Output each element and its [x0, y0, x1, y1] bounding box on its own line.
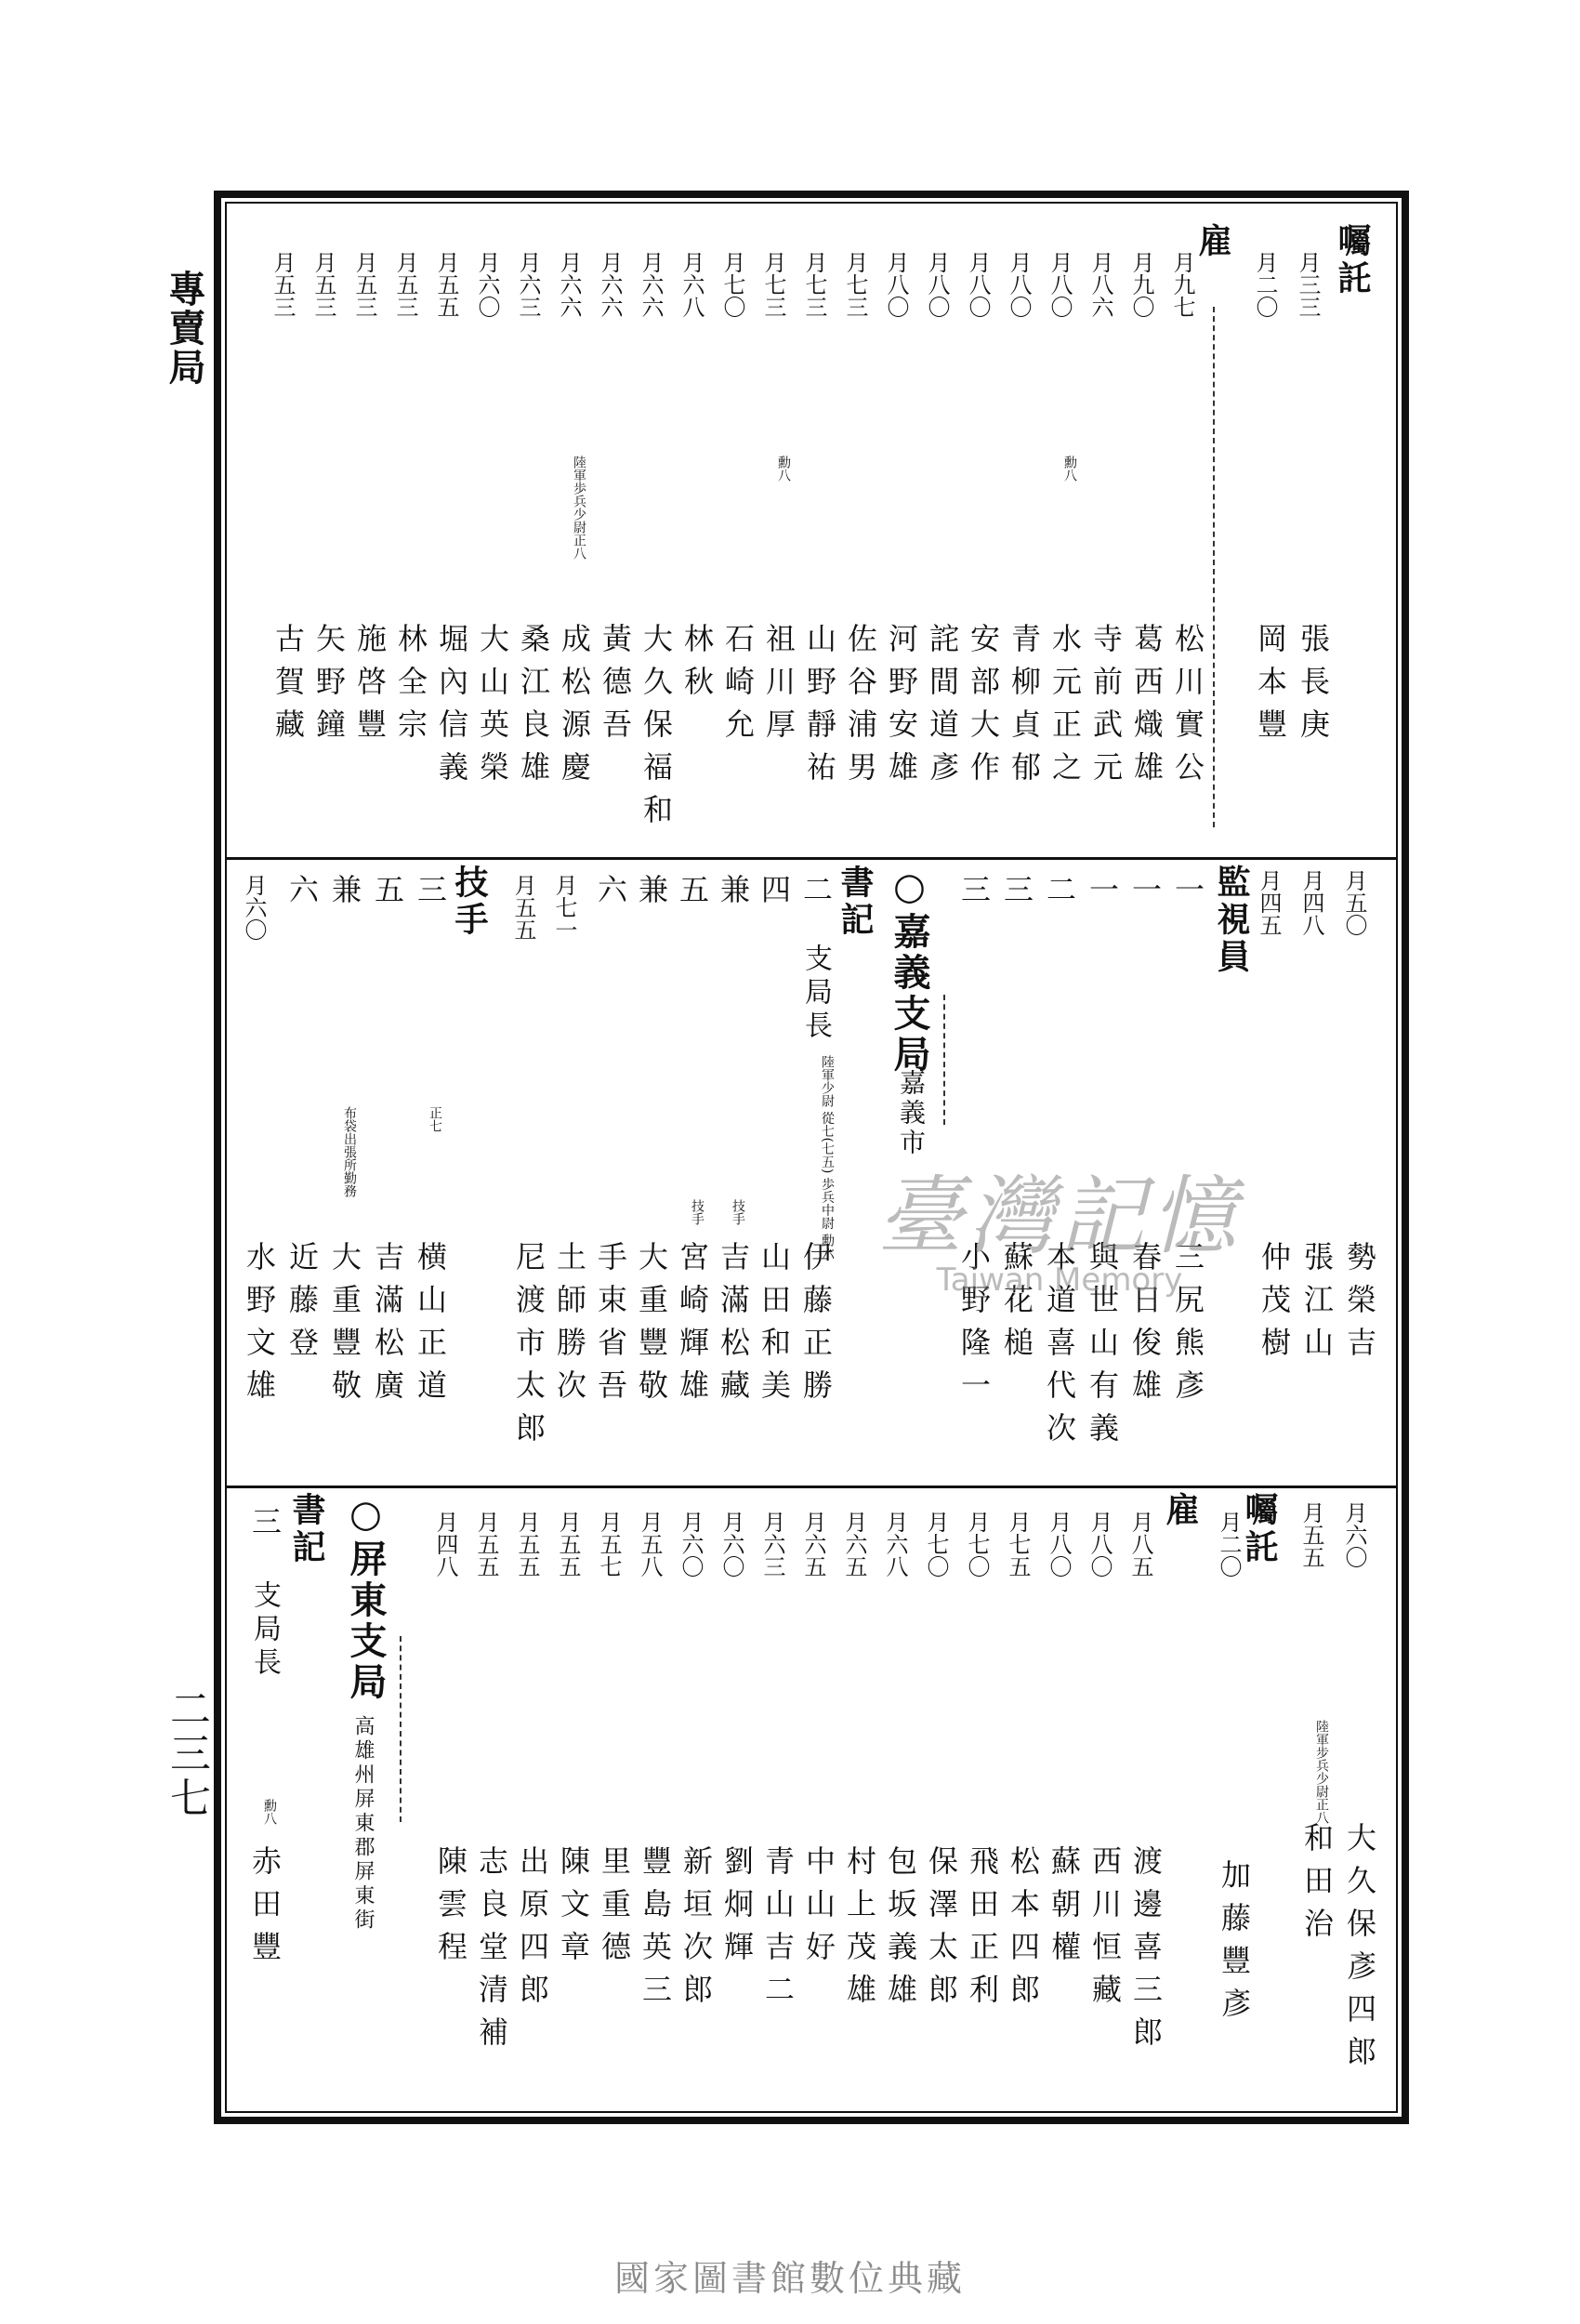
branch-separator [943, 995, 945, 1125]
entry-date: 月七三 [760, 251, 786, 318]
entry-name: 黃德吾 [598, 623, 633, 751]
yatoi-title: 雇 [1193, 223, 1232, 260]
entry-name: 堀內信義 [434, 623, 469, 794]
entry-name: 水野文雄 [242, 1241, 277, 1412]
entry-grade: 五 [370, 874, 405, 904]
entry-date: 月四五 [1256, 869, 1282, 936]
entry-date: 月八〇 [965, 251, 991, 318]
entry-grade: 一 [1170, 874, 1205, 904]
entry-date: 月六六 [638, 251, 664, 318]
chief-note: 陸軍少尉 從七(七五) 歩兵中尉 勳六 [820, 1055, 835, 1261]
entry-name: 三尻熊彥 [1170, 1241, 1205, 1412]
entry-note: 布袋出張所勤務 [342, 1106, 357, 1197]
chiayi-branch-location: 嘉義市 [896, 1069, 927, 1158]
entry-date: 月二〇 [1252, 251, 1278, 318]
entry-name: 寺前武元 [1088, 623, 1124, 794]
entry-grade: 一 [1085, 874, 1120, 904]
entry-date: 月九〇 [1128, 251, 1154, 318]
entry-date: 月六〇 [474, 251, 500, 318]
entry-grade: 六 [284, 874, 320, 904]
entry-note: 技手 [731, 1199, 745, 1225]
entry-date: 月五五 [1298, 1501, 1324, 1568]
entry-name: 桑江良雄 [516, 623, 551, 794]
entry-name: 吉滿松廣 [370, 1241, 405, 1412]
entry-name: 大重豐敬 [327, 1241, 362, 1412]
entry-date: 月六〇 [241, 874, 267, 941]
entry-name: 與世山有義 [1085, 1241, 1120, 1455]
entry-name: 青山吉二 [760, 1845, 796, 2016]
entry-name: 本道喜代次 [1042, 1241, 1077, 1455]
entry-grade: 三 [956, 874, 992, 904]
entry-date: 月五五 [510, 874, 536, 941]
entry-date: 月六八 [882, 1511, 908, 1578]
entry-name: 渡邊喜三郎 [1128, 1845, 1164, 2059]
entry-name: 祖川厚 [761, 623, 797, 751]
entry-grade: 兼 [327, 874, 362, 904]
entry-date: 月七〇 [964, 1511, 990, 1578]
entry-date: 月八〇 [1046, 1511, 1072, 1578]
entry-date: 月六三 [515, 251, 541, 318]
entry-name: 加藤豐彥 [1217, 1859, 1252, 2030]
entry-grade: 六 [593, 874, 628, 904]
entry-date: 月七〇 [923, 1511, 949, 1578]
entry-grade: 兼 [716, 874, 751, 904]
entry-name: 新垣次郎 [678, 1845, 714, 2016]
column-separator [1213, 307, 1215, 827]
entry-date: 月六〇 [1341, 1501, 1367, 1568]
entry-note: 勳八 [1062, 456, 1077, 482]
entry-date: 月八〇 [1006, 251, 1032, 318]
entry-note: 勳八 [776, 456, 791, 482]
entry-date: 月六五 [800, 1511, 826, 1578]
entry-grade: 三 [999, 874, 1034, 904]
entry-date: 月五五 [555, 1511, 581, 1578]
entry-date: 月八〇 [1086, 1511, 1113, 1578]
entry-date: 月二〇 [1216, 1511, 1242, 1578]
entry-name: 大久保彥四郎 [1342, 1822, 1377, 2079]
entry-date: 月六六 [556, 251, 582, 318]
entry-date: 月八〇 [924, 251, 950, 318]
chiayi-branch-title: ○嘉義支局 [888, 865, 931, 1076]
entry-date: 月三三 [1295, 251, 1321, 318]
entry-name: 蘇花槌 [999, 1241, 1034, 1369]
entry-name: 飛田正利 [965, 1845, 1000, 2016]
entry-name: 村上茂雄 [842, 1845, 877, 2016]
entry-date: 月五三 [351, 251, 377, 318]
entry-name: 山野靜祐 [802, 623, 837, 794]
entry-name: 大山英榮 [475, 623, 510, 794]
pingtung-chief-name: 赤田豐 [247, 1845, 283, 1974]
watermark-main: 臺灣記憶 [876, 1167, 1242, 1266]
entry-date: 月四八 [432, 1511, 458, 1578]
entry-date: 月八五 [1127, 1511, 1153, 1578]
entry-date: 月六五 [841, 1511, 867, 1578]
entry-name: 陳雲程 [433, 1845, 468, 1974]
entry-name: 吉滿松藏 [716, 1241, 751, 1412]
entry-date: 月七〇 [719, 251, 745, 318]
footer-caption: 國家圖書館數位典藏 [613, 2258, 966, 2299]
entry-date: 月八〇 [883, 251, 909, 318]
entry-name: 包坂義雄 [883, 1845, 918, 2016]
entry-date: 月六八 [678, 251, 704, 318]
entry-name: 林秋 [679, 623, 715, 708]
entry-date: 月五〇 [1341, 869, 1367, 936]
entry-name: 施啓豐 [352, 623, 388, 751]
pingtung-branch-title: ○屏東支局 [344, 1492, 388, 1703]
entry-name: 仲茂樹 [1257, 1241, 1292, 1369]
side-header: 專賣局 [163, 270, 206, 387]
entry-name: 出原四郎 [515, 1845, 550, 2016]
entry-name: 保澤太郎 [924, 1845, 959, 2016]
chief-name: 伊藤正勝 [798, 1241, 834, 1412]
entry-name: 手束省吾 [593, 1241, 628, 1412]
entry-name: 詫間道彥 [925, 623, 960, 794]
entry-name: 和田治 [1299, 1822, 1335, 1950]
entry-date: 月五七 [596, 1511, 622, 1578]
entry-name: 土師勝次 [552, 1241, 587, 1412]
entry-note: 陸軍步兵少尉正八 [1314, 1720, 1329, 1824]
page-number: 二三七 [163, 1687, 210, 1821]
entry-name: 大重豐敬 [634, 1241, 669, 1412]
entry-name: 林全宗 [393, 623, 428, 751]
section-divider-top [225, 857, 1398, 860]
entry-note: 技手 [690, 1199, 704, 1225]
entry-date: 月八〇 [1047, 251, 1073, 318]
entry-name: 大久保福和 [639, 623, 674, 837]
entry-name: 豐島英三 [638, 1845, 673, 2016]
entry-date: 月七一 [551, 874, 577, 941]
entry-name: 里重德 [597, 1845, 632, 1974]
entry-name: 矢野鐘 [311, 623, 347, 751]
watermark [799, 1148, 1320, 1299]
pingtung-branch-location: 高雄州屏東郡屏東街 [351, 1715, 375, 1933]
entry-date: 月八六 [1087, 251, 1113, 318]
entry-date: 月四八 [1298, 869, 1324, 936]
entry-date: 月五五 [514, 1511, 540, 1578]
entry-name: 青柳貞郁 [1007, 623, 1042, 794]
entry-date: 月六六 [597, 251, 623, 318]
chiayi-gishu-title: 技手 [450, 865, 489, 939]
pingtung-shoki-title: 書記 [287, 1492, 326, 1566]
entry-grade: 兼 [634, 874, 669, 904]
entry-date: 月五三 [270, 251, 296, 318]
section-divider-bottom [225, 1486, 1398, 1488]
entry-note: 陸軍歩兵少尉正八 [572, 456, 586, 560]
entry-grade: 三 [413, 874, 448, 904]
entry-date: 月五三 [392, 251, 418, 318]
entry-date: 月五五 [433, 251, 459, 318]
entry-name: 中山好 [801, 1845, 836, 1974]
entry-name: 水元正之 [1047, 623, 1083, 794]
entry-name: 宮崎輝雄 [675, 1241, 710, 1412]
entry-name: 劉炯輝 [719, 1845, 755, 1974]
entry-name: 張長庚 [1296, 623, 1331, 751]
watermark-sub: Taiwan Memory [936, 1261, 1183, 1299]
entry-name: 志良堂清補 [474, 1845, 509, 2059]
entry-name: 小野隆一 [956, 1241, 992, 1412]
entry-name: 西川恒藏 [1087, 1845, 1123, 2016]
pingtung-chief-role: 支局長 [248, 1580, 281, 1681]
pingtung-chief-grade: 三 [247, 1506, 283, 1536]
entry-name: 河野安雄 [884, 623, 919, 794]
entry-name: 陳文章 [556, 1845, 591, 1974]
chief-grade: 二 [798, 874, 834, 904]
entry-grade: 四 [757, 874, 792, 904]
kanshi-title: 監視員 [1212, 865, 1251, 976]
entry-name: 蘇朝權 [1047, 1845, 1082, 1974]
entry-date: 月七三 [842, 251, 868, 318]
entry-date: 月五三 [310, 251, 336, 318]
entry-name: 岡本豐 [1253, 623, 1288, 751]
entry-name: 春日俊雄 [1127, 1241, 1163, 1412]
chief-role: 支局長 [799, 944, 832, 1044]
entry-date: 月六〇 [678, 1511, 704, 1578]
entry-name: 松本四郎 [1006, 1845, 1041, 2016]
entry-date: 月七三 [801, 251, 827, 318]
entry-name: 近藤登 [284, 1241, 320, 1369]
shokutaku-title: 囑託 [1333, 223, 1372, 297]
entry-name: 葛西熾雄 [1129, 623, 1165, 794]
bottom-yatoi-title: 雇 [1161, 1492, 1200, 1529]
entry-grade: 五 [675, 874, 710, 904]
branch-separator-bottom [400, 1636, 402, 1822]
pingtung-chief-note: 勳八 [262, 1799, 277, 1825]
entry-name: 成松源慶 [557, 623, 592, 794]
entry-name: 山田和美 [757, 1241, 792, 1412]
entry-name: 松川實公 [1170, 623, 1205, 794]
entry-name: 横山正道 [413, 1241, 448, 1412]
entry-name: 張江山 [1299, 1241, 1335, 1369]
entry-date: 月五五 [473, 1511, 499, 1578]
entry-name: 安部大作 [966, 623, 1001, 794]
entry-date: 月六三 [759, 1511, 785, 1578]
entry-date: 月五八 [637, 1511, 663, 1578]
entry-name: 佐谷浦男 [843, 623, 878, 794]
entry-grade: 二 [1042, 874, 1077, 904]
entry-name: 石崎允 [720, 623, 756, 751]
entry-date: 月七五 [1005, 1511, 1031, 1578]
entry-grade: 一 [1127, 874, 1163, 904]
entry-date: 月六〇 [718, 1511, 744, 1578]
entry-note: 正七 [428, 1106, 442, 1132]
entry-name: 勢榮吉 [1342, 1241, 1377, 1369]
entry-name: 尼渡市太郎 [511, 1241, 546, 1455]
chiayi-shoki-title: 書記 [836, 865, 875, 939]
bottom-shokutaku-title: 囑託 [1240, 1492, 1279, 1566]
entry-name: 古賀藏 [270, 623, 306, 751]
entry-date: 月九七 [1169, 251, 1195, 318]
